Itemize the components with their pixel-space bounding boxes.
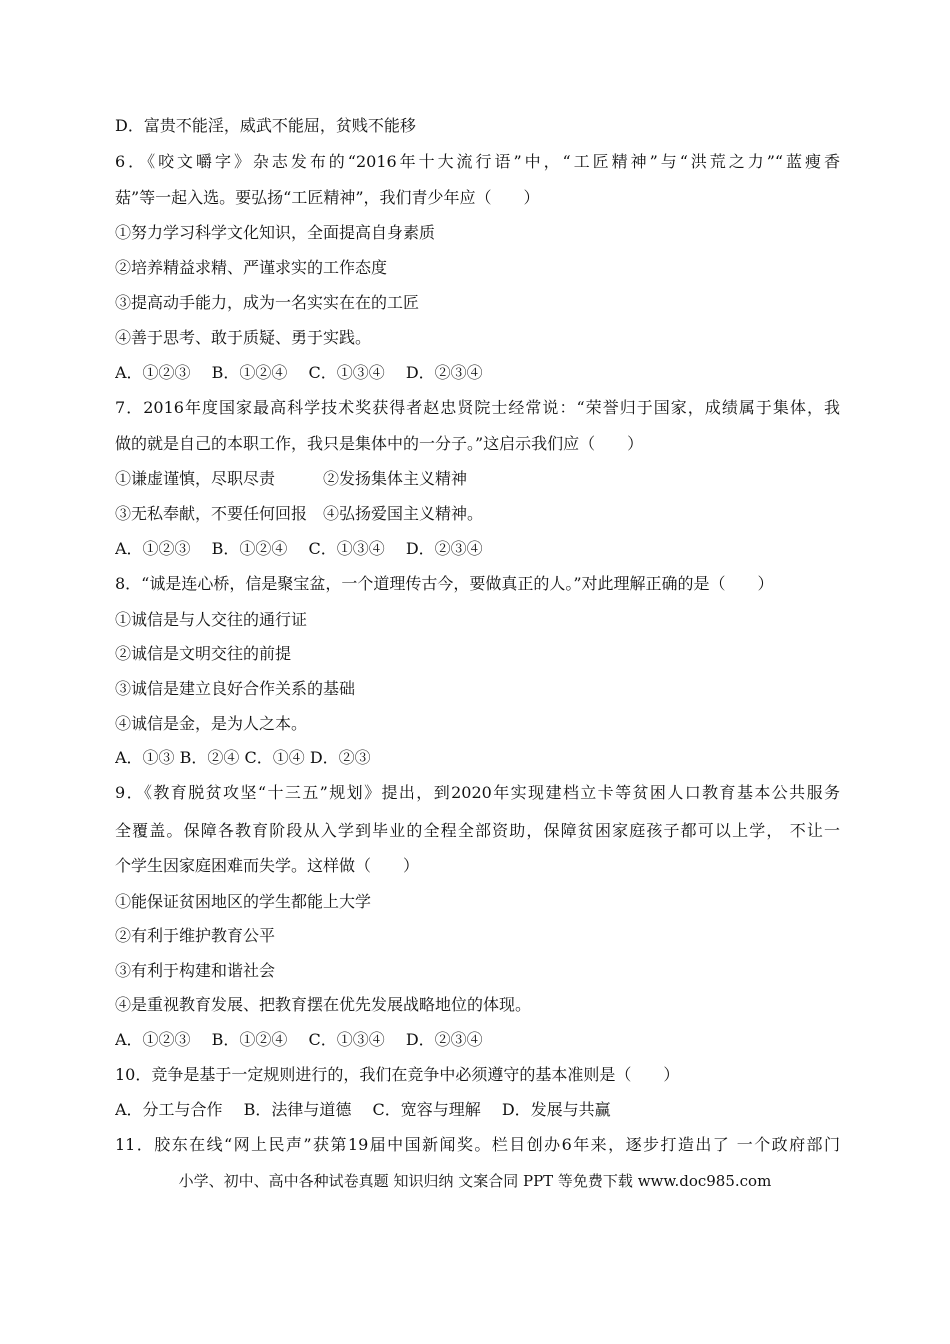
q7-items-3-4: ③无私奉献，不要任何回报 ④弘扬爱国主义精神。 [115, 504, 484, 523]
q9-item-2: ②有利于维护教育公平 [115, 926, 276, 945]
q9-item-1: ①能保证贫困地区的学生都能上大学 [115, 892, 372, 911]
q6-item-1: ①努力学习科学文化知识，全面提高自身素质 [115, 223, 436, 242]
q6-options: A．①②③ B．①②④ C．①③④ D．②③④ [115, 363, 483, 382]
q6-item-2: ②培养精益求精、严谨求实的工作态度 [115, 258, 388, 277]
q9-stem-line2: 全覆盖。保障各教育阶段从入学到毕业的全程全部资助，保障贫困家庭孩子都可以上学， 不让一 [115, 821, 840, 840]
q6-stem-line1: 6．《咬文嚼字》杂志发布的“2016年十大流行语”中，“工匠精神”与“洪荒之力”“蓝瘦香 [115, 152, 840, 171]
q8-item-4: ④诚信是金，是为人之本。 [115, 714, 308, 733]
q10-stem: 10．竞争是基于一定规则进行的，我们在竞争中必须遵守的基本准则是（ ） [115, 1065, 680, 1084]
q9-stem-line3: 个学生因家庭困难而失学。这样做（ ） [115, 856, 420, 875]
q9-options: A．①②③ B．①②④ C．①③④ D．②③④ [115, 1030, 483, 1049]
q6-stem-line2: 菇”等一起入选。要弘扬“工匠精神”，我们青少年应（ ） [115, 188, 540, 207]
q9-item-3: ③有利于构建和谐社会 [115, 961, 276, 980]
q6-item-4: ④善于思考、敢于质疑、勇于实践。 [115, 328, 372, 347]
q9-item-4: ④是重视教育发展、把教育摆在优先发展战略地位的体现。 [115, 995, 532, 1014]
q9-stem-line1: 9．《教育脱贫攻坚“十三五”规划》提出，到2020年实现建档立卡等贫困人口教育基本公共服务 [115, 783, 840, 802]
q7-items-1-2: ①谦虚谨慎，尽职尽责 ②发扬集体主义精神 [115, 469, 468, 488]
page-footer: 小学、初中、高中各种试卷真题 知识归纳 文案合同 PPT 等免费下载 www.doc985.com [178, 1172, 772, 1190]
q10-options: A．分工与合作 B．法律与道德 C．宽容与理解 D．发展与共赢 [115, 1100, 611, 1119]
q8-item-1: ①诚信是与人交往的通行证 [115, 610, 308, 629]
q7-options: A．①②③ B．①②④ C．①③④ D．②③④ [115, 539, 483, 558]
q7-stem-line2: 做的就是自己的本职工作，我只是集体中的一分子。”这启示我们应（ ） [115, 434, 644, 453]
q8-stem: 8．“诚是连心桥，信是聚宝盆，一个道理传古今，要做真正的人。”对此理解正确的是（ ） [115, 574, 774, 593]
q7-stem-line1: 7．2016年度国家最高科学技术奖获得者赵忠贤院士经常说：“荣誉归于国家，成绩属于集体，我 [115, 398, 840, 417]
q8-item-3: ③诚信是建立良好合作关系的基础 [115, 679, 356, 698]
q8-item-2: ②诚信是文明交往的前提 [115, 644, 292, 663]
q11-stem-line1: 11．胶东在线“网上民声”获第19届中国新闻奖。栏目创办6年来，逐步打造出了 一个政府部门 [115, 1135, 840, 1154]
q5-option-d: D．富贵不能淫，威武不能屈，贫贱不能移 [115, 116, 416, 135]
q6-item-3: ③提高动手能力，成为一名实实在在的工匠 [115, 293, 420, 312]
q8-options: A．①③ B．②④ C．①④ D．②③ [115, 748, 371, 767]
